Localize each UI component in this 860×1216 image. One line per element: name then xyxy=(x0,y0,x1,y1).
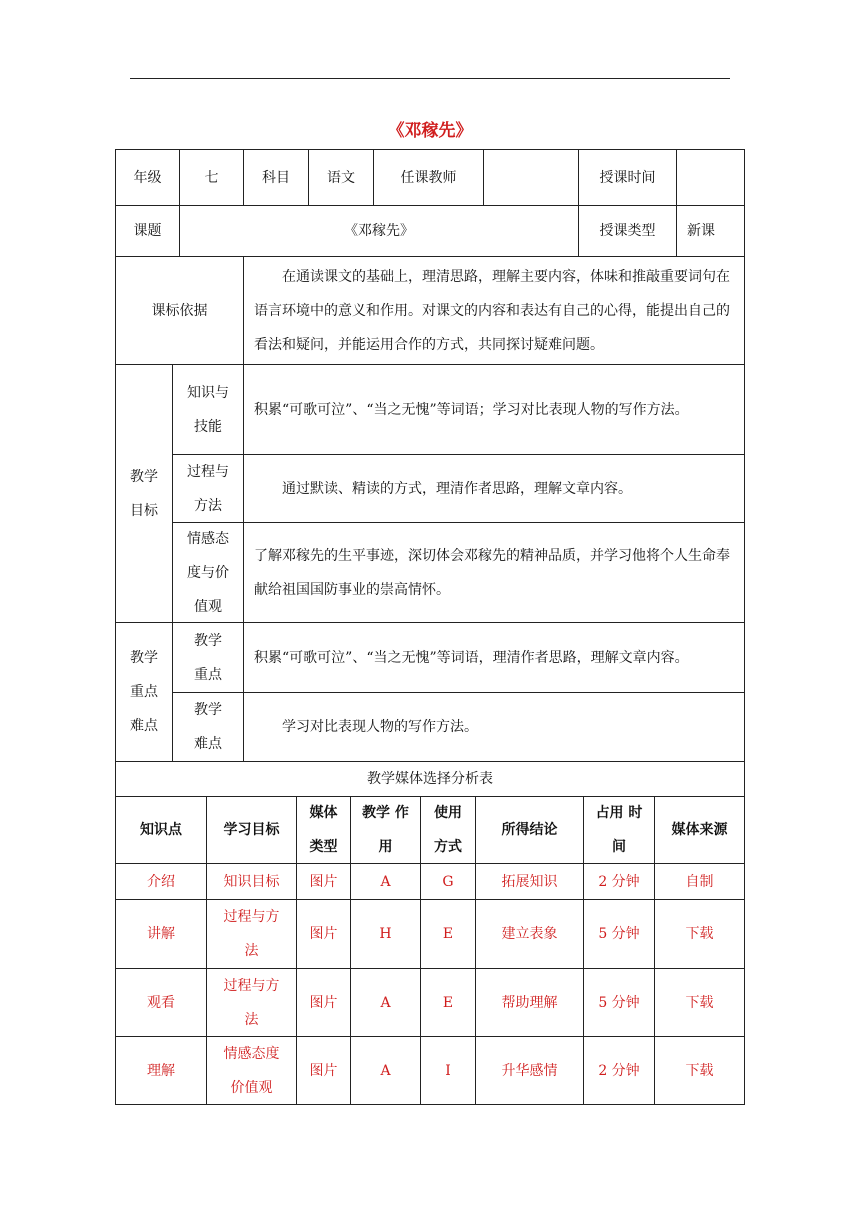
media-row-2-usage: E xyxy=(420,899,476,969)
media-row-1-conclusion: 拓展知识 xyxy=(475,863,584,900)
media-row-4-role: A xyxy=(350,1036,421,1105)
type-value: 新课 xyxy=(676,205,745,257)
grade-value: 七 xyxy=(179,149,244,206)
media-row-2-time: 5 分钟 xyxy=(583,899,655,969)
type-label: 授课类型 xyxy=(578,205,677,257)
grade-label: 年级 xyxy=(115,149,180,206)
focus-label: 教学重点难点 xyxy=(115,622,173,762)
subject-label: 科目 xyxy=(243,149,309,206)
teacher-label: 任课教师 xyxy=(373,149,484,206)
goal-process-text: 通过默读、精读的方式，理清作者思路，理解文章内容。 xyxy=(243,454,745,523)
media-row-2-type: 图片 xyxy=(296,899,351,969)
goal-knowledge-label: 知识与技能 xyxy=(172,364,244,455)
media-row-2-source: 下载 xyxy=(654,899,745,969)
media-row-4-knowledge: 理解 xyxy=(115,1036,207,1105)
media-row-3-goal: 过程与方法 xyxy=(206,968,297,1037)
media-row-4-usage: I xyxy=(420,1036,476,1105)
media-header-source: 媒体来源 xyxy=(654,796,745,864)
media-row-1-goal: 知识目标 xyxy=(206,863,297,900)
media-header-goal: 学习目标 xyxy=(206,796,297,864)
media-row-3-role: A xyxy=(350,968,421,1037)
basis-text: 在通读课文的基础上，理清思路，理解主要内容，体味和推敲重要词句在语言环境中的意义和作用。对课文的内容和表达有自己的心得，能提出自己的看法和疑问，并能运用合作的方式，共同探讨疑难问题。 xyxy=(243,256,745,365)
media-row-1-role: A xyxy=(350,863,421,900)
media-row-4-conclusion: 升华感情 xyxy=(475,1036,584,1105)
media-row-2-knowledge: 讲解 xyxy=(115,899,207,969)
page-title: 《邓稼先》 xyxy=(387,121,473,141)
goal-emotion-text: 了解邓稼先的生平事迹，深切体会邓稼先的精神品质，并学习他将个人生命奉献给祖国国防事业的崇高情怀。 xyxy=(243,522,745,623)
media-header-usage: 使用方式 xyxy=(420,796,476,864)
teacher-value xyxy=(483,149,579,206)
media-row-4-source: 下载 xyxy=(654,1036,745,1105)
basis-label: 课标依据 xyxy=(115,256,244,365)
goal-process-label: 过程与方法 xyxy=(172,454,244,523)
media-row-2-role: H xyxy=(350,899,421,969)
goal-emotion-label: 情感态度与价值观 xyxy=(172,522,244,623)
media-row-2-conclusion: 建立表象 xyxy=(475,899,584,969)
media-row-4-goal: 情感态度价值观 xyxy=(206,1036,297,1105)
focus-difficulty-label: 教学难点 xyxy=(172,692,244,762)
media-header-time: 占用 时间 xyxy=(583,796,655,864)
media-row-2-goal: 过程与方法 xyxy=(206,899,297,969)
media-row-3-knowledge: 观看 xyxy=(115,968,207,1037)
header-rule xyxy=(130,78,730,79)
media-row-1-knowledge: 介绍 xyxy=(115,863,207,900)
subject-value: 语文 xyxy=(308,149,374,206)
topic-value: 《邓稼先》 xyxy=(179,205,579,257)
media-header-knowledge: 知识点 xyxy=(115,796,207,864)
media-header-type: 媒体类型 xyxy=(296,796,351,864)
time-label: 授课时间 xyxy=(578,149,677,206)
focus-difficulty-text: 学习对比表现人物的写作方法。 xyxy=(243,692,745,762)
media-row-3-usage: E xyxy=(420,968,476,1037)
focus-key-text: 积累“可歌可泣”、“当之无愧”等词语，理清作者思路，理解文章内容。 xyxy=(243,622,745,693)
goal-knowledge-text: 积累“可歌可泣”、“当之无愧”等词语；学习对比表现人物的写作方法。 xyxy=(243,364,745,455)
topic-label: 课题 xyxy=(115,205,180,257)
media-header-role: 教学 作用 xyxy=(350,796,421,864)
media-row-3-conclusion: 帮助理解 xyxy=(475,968,584,1037)
focus-key-label: 教学重点 xyxy=(172,622,244,693)
time-value xyxy=(676,149,745,206)
media-row-1-usage: G xyxy=(420,863,476,900)
media-header-conclusion: 所得结论 xyxy=(475,796,584,864)
media-row-4-type: 图片 xyxy=(296,1036,351,1105)
media-row-1-time: 2 分钟 xyxy=(583,863,655,900)
media-row-3-source: 下载 xyxy=(654,968,745,1037)
media-row-1-source: 自制 xyxy=(654,863,745,900)
media-row-3-time: 5 分钟 xyxy=(583,968,655,1037)
media-table-title: 教学媒体选择分析表 xyxy=(115,761,745,797)
media-row-3-type: 图片 xyxy=(296,968,351,1037)
media-row-4-time: 2 分钟 xyxy=(583,1036,655,1105)
goals-label: 教学目标 xyxy=(115,364,173,623)
media-row-1-type: 图片 xyxy=(296,863,351,900)
